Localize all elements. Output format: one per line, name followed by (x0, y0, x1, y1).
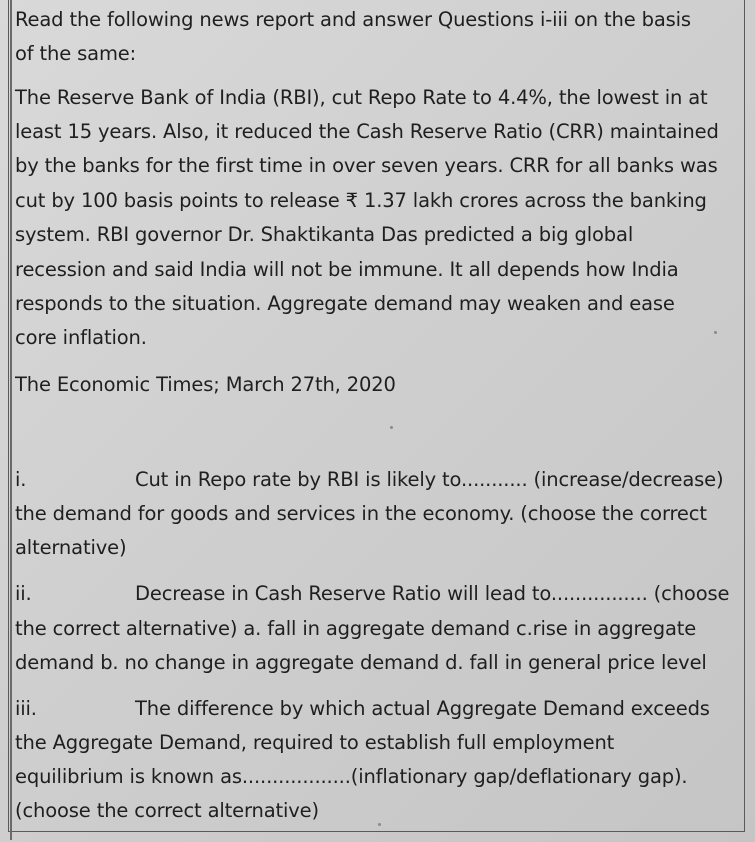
question-text: Decrease in Cash Reserve Ratio will lead to................ (choose (135, 582, 730, 605)
question-3-line: (choose the correct alternative) (15, 799, 319, 822)
instruction-line-1: Read the following news report and answer Questions i-iii on the basis (15, 8, 691, 31)
question-2 (15, 582, 729, 606)
question-number: i. (15, 468, 27, 491)
dust-speck (390, 426, 393, 429)
question-1-line: the demand for goods and services in the economy. (choose the correct (15, 502, 707, 525)
question-1 (15, 468, 723, 492)
instruction-line-2: of the same: (15, 42, 137, 65)
question-3 (15, 697, 710, 721)
dust-speck (714, 331, 717, 334)
dust-speck (378, 823, 381, 826)
report-line: system. RBI governor Dr. Shaktikanta Das predicted a big global (15, 223, 634, 246)
report-line: least 15 years. Also, it reduced the Cash Reserve Ratio (CRR) maintained (15, 120, 719, 143)
question-3-line: the Aggregate Demand, required to establish full employment (15, 731, 615, 754)
report-line: recession and said India will not be immune. It all depends how India (15, 258, 679, 281)
question-text: The difference by which actual Aggregate Demand exceeds (135, 697, 710, 720)
question-1-line: alternative) (15, 536, 127, 559)
left-margin-rule (10, 0, 12, 840)
report-line: by the banks for the first time in over seven years. CRR for all banks was (15, 154, 718, 177)
question-3-line: equilibrium is known as..................(inflationary gap/deflationary gap). (15, 765, 688, 788)
report-line: responds to the situation. Aggregate demand may weaken and ease (15, 292, 675, 315)
question-2-line: the correct alternative) a. fall in aggregate demand c.rise in aggregate (15, 617, 697, 640)
question-text: Cut in Repo rate by RBI is likely to........... (increase/decrease) (135, 468, 724, 491)
report-line: The Reserve Bank of India (RBI), cut Repo Rate to 4.4%, the lowest in at (15, 86, 708, 109)
question-number: ii. (15, 582, 32, 605)
report-source: The Economic Times; March 27th, 2020 (15, 373, 396, 396)
question-2-line: demand b. no change in aggregate demand d. fall in general price level (15, 651, 707, 674)
report-line: core inflation. (15, 326, 147, 349)
report-line: cut by 100 basis points to release ₹ 1.37 lakh crores across the banking (15, 189, 707, 212)
question-number: iii. (15, 697, 37, 720)
